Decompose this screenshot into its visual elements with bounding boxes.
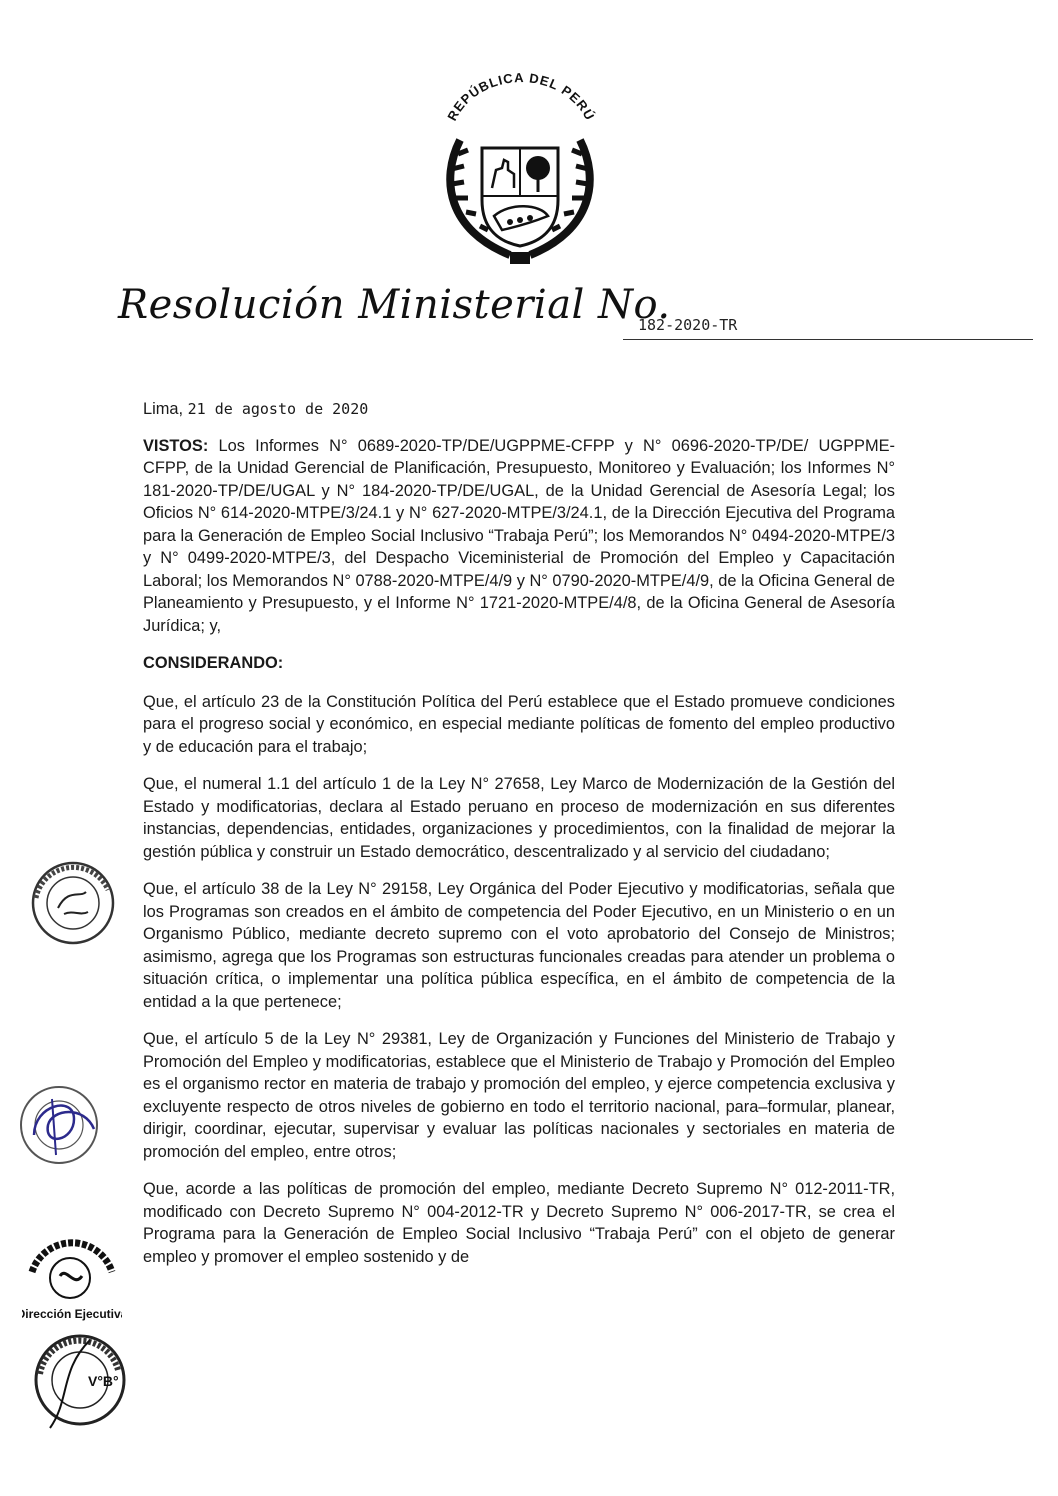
- svg-text:V°B°: V°B°: [88, 1373, 119, 1389]
- considerando-heading: CONSIDERANDO:: [143, 654, 284, 672]
- coat-of-arms-seal: [430, 70, 610, 270]
- coat-of-arms-icon: [430, 70, 610, 270]
- considerando-paragraph-4: Que, el artículo 5 de la Ley N° 29381, Ley de Organización y Funciones del Ministerio de Trabajo y Promoción del Empleo y modificatorias, establece que el Ministerio de Trabajo y Promoción del Empleo es el organismo rector en materia de trabajo y promoción del empleo, y ejerce competencia exclusiva y excluyente respecto de otros niveles de gobierno en todo el territorio nacional, para–formular, planear, dirigir, coordinar, ejecutar, supervisar y evaluar las políticas nacionales y sectoriales en materia de promoción del empleo, entre otros;: [143, 1030, 895, 1161]
- approval-stamp-1: [28, 858, 118, 948]
- vistos-paragraph: [143, 435, 895, 638]
- vistos-label: VISTOS:: [143, 436, 209, 455]
- considerando-paragraph-2: Que, el numeral 1.1 del artículo 1 de la Ley N° 27658, Ley Marco de Modernización de la Gestión del Estado y modificatorias, declara al Estado peruano en proceso de modernización en sus diferentes instancias, dependencias, entidades, organizaciones y procedimientos, con la finalidad de mejorar la gestión pública y construir un Estado democrático, descentralizado y al servicio del ciudadano;: [143, 775, 895, 861]
- considerando-paragraph-3: Que, el artículo 38 de la Ley N° 29158, Ley Orgánica del Poder Ejecutivo y modificatorias, señala que los Programas son creados en el ámbito de competencia del Poder Ejecutivo, en un Ministerio o en un Organismo Público, mediante decreto supremo con el voto aprobatorio del Consejo de Ministros; asimismo, agrega que los Programas son estructuras funcionales creadas para atender un problema o situación crítica, o implementar una política pública específica, en el ámbito de competencia de la entidad a la que pertenece;: [143, 880, 895, 1011]
- resolution-title: [118, 282, 918, 352]
- vb-stamp-icon: [30, 1330, 130, 1430]
- approval-stamp-2: [4, 1085, 114, 1165]
- resolution-title-text: Resolución Ministerial No.: [118, 282, 671, 328]
- approval-stamp-4: [30, 1330, 130, 1430]
- document-body: [143, 398, 895, 1283]
- date-value: 21 de agosto de 2020: [187, 400, 369, 418]
- date-prefix: Lima,: [143, 400, 184, 418]
- document-date: [143, 398, 895, 421]
- approval-stamp-3: [22, 1232, 122, 1332]
- title-underline: [623, 339, 1033, 340]
- round-stamp-icon: [28, 858, 118, 948]
- program-stamp-icon: [22, 1232, 122, 1332]
- signature-stamp-icon: [4, 1085, 114, 1165]
- resolution-number: 182-2020-TR: [638, 316, 738, 334]
- vistos-text: Los Informes N° 0689-2020-TP/DE/UGPPME-CFPP y N° 0696-2020-TP/DE/ UGPPME-CFPP, de la Unidad Gerencial de Planificación, Presupuesto, Monitoreo y Evaluación; los Informes N° 181-2020-TP/DE/UGAL y N° 184-2020-TP/DE/UGAL, de la Unidad Gerencial de Asesoría Legal; los Oficios N° 614-2020-MTPE/3/24.1 y N° 627-2020-MTPE/3/24.1, de la Dirección Ejecutiva del Programa para la Generación de Empleo Social Inclusivo “Trabaja Perú”; los Memorandos N° 0494-2020-MTPE/3 y N° 0499-2020-MTPE/3, del Despacho Viceministerial de Promoción del Empleo y Capacitación Laboral; los Memorandos N° 0788-2020-MTPE/4/9 y N° 0790-2020-MTPE/4/9, de la Oficina General de Planeamiento y Presupuesto, y el Informe N° 1721-2020-MTPE/4/8, de la Oficina General de Asesoría Jurídica; y,: [143, 436, 895, 635]
- svg-text:REPÚBLICA DEL PERÚ: REPÚBLICA DEL PERÚ: [444, 70, 598, 124]
- considerando-paragraph-5: Que, acorde a las políticas de promoción del empleo, mediante Decreto Supremo N° 012-2011-TR, modificado con Decreto Supremo N° 004-2012-TR y Decreto Supremo N° 006-2017-TR, se crea el Programa para la Generación de Empleo Social Inclusivo “Trabaja Perú” con el objeto de generar empleo y promover el empleo sostenido y de: [143, 1180, 895, 1266]
- considerando-paragraph-1: Que, el artículo 23 de la Constitución Política del Perú establece que el Estado promueve condiciones para el progreso social y económico, en especial mediante políticas de fomento del empleo productivo y de educación para el trabajo;: [143, 692, 895, 756]
- stamp-text: Dirección Ejecutiva: [22, 1307, 122, 1321]
